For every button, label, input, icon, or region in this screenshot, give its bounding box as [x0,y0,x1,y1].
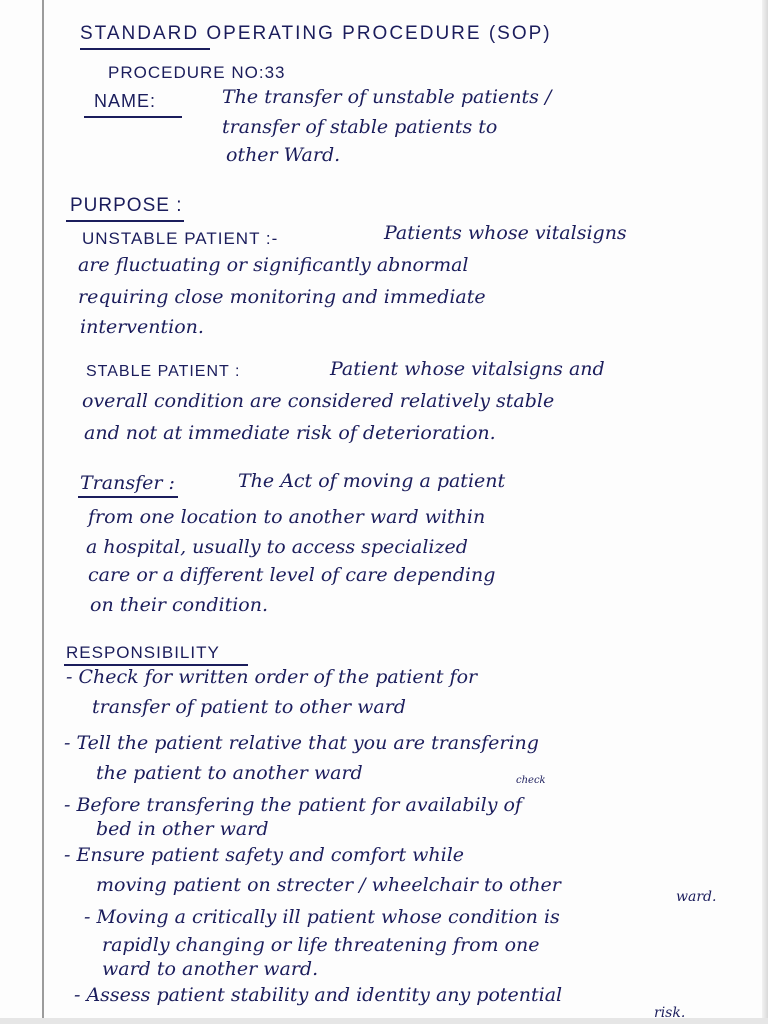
procedure-number: PROCEDURE NO:33 [108,63,286,82]
transfer-line-3: a hospital, usually to access specialized [86,536,468,558]
transfer-label: Transfer : [80,472,175,494]
unstable-patient-label: UNSTABLE PATIENT :- [82,229,279,248]
resp-line-10: rapidly changing or life threatening from one [102,934,540,956]
name-line-1: The transfer of unstable patients / [222,86,552,108]
stable-line-2: overall condition are considered relatively stable [82,390,555,412]
transfer-line-1: The Act of moving a patient [238,470,506,492]
resp-line-6: bed in other ward [96,818,269,840]
margin-line [42,0,44,1024]
resp-line-5: - Before transfering the patient for availabily of [64,794,522,816]
transfer-line-2: from one location to another ward within [88,506,486,528]
page-bottom-edge [0,1018,768,1024]
unstable-line-2: are fluctuating or significantly abnormal [78,254,469,276]
resp-line-1: - Check for written order of the patient for [66,666,478,688]
name-label: NAME: [94,91,157,111]
name-line-3: other Ward. [226,144,341,166]
resp-line-8-insert: ward. [676,889,717,905]
purpose-underline [66,220,184,222]
stable-line-1: Patient whose vitalsigns and [330,358,605,380]
resp-line-3: - Tell the patient relative that you are transfering [64,732,539,754]
resp-line-12: - Assess patient stability and identity any potential [74,984,563,1006]
unstable-line-4: intervention. [80,316,204,338]
resp-line-7: - Ensure patient safety and comfort while [64,844,465,866]
resp-line-8: moving patient on strecter / wheelchair to other [96,874,561,896]
resp-check-insert: check [516,775,546,786]
transfer-line-4: care or a different level of care depending [88,564,496,586]
page-edge [762,0,768,1024]
transfer-line-5: on their condition. [90,594,269,616]
resp-line-9: - Moving a critically ill patient whose condition is [84,906,560,928]
purpose-heading: PURPOSE : [70,195,183,216]
resp-line-2: transfer of patient to other ward [92,696,406,718]
resp-line-12-insert: risk. [654,1005,686,1021]
transfer-underline [78,496,178,498]
name-underline [84,116,182,118]
sop-title: STANDARD OPERATING PROCEDURE (SOP) [80,23,552,44]
unstable-line-3: requiring close monitoring and immediate [78,286,486,308]
responsibility-heading: RESPONSIBILITY [66,643,220,662]
title-underline [80,48,210,50]
resp-line-11: ward to another ward. [102,958,319,980]
unstable-line-1: Patients whose vitalsigns [384,222,627,244]
resp-line-4: the patient to another ward [96,762,363,784]
name-line-2: transfer of stable patients to [222,116,498,138]
stable-line-3: and not at immediate risk of deterioration. [84,422,496,444]
stable-patient-label: STABLE PATIENT : [86,363,241,380]
